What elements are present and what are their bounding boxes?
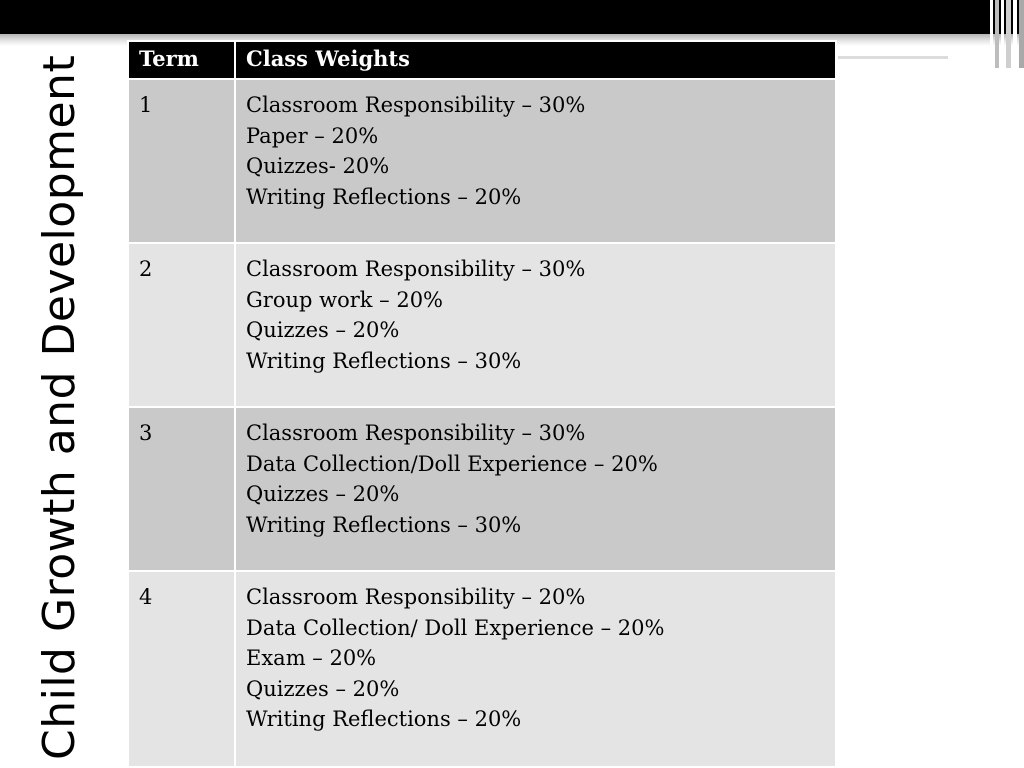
weight-item: Data Collection/Doll Experience – 20% [246, 451, 658, 476]
table-row [128, 243, 836, 407]
header-class-weights: Class Weights [235, 41, 836, 79]
term-cell: 2 [128, 243, 235, 407]
weight-item: Classroom Responsibility – 30% [246, 421, 586, 445]
term-cell: 1 [128, 79, 235, 243]
weight-item: Quizzes – 20% [246, 676, 400, 701]
decorative-line [838, 56, 948, 59]
table-header-row [128, 41, 836, 79]
table-row [128, 79, 836, 243]
weight-item: Writing Reflections – 20% [246, 707, 522, 731]
class-weights-table [127, 40, 837, 768]
weight-item: Classroom Responsibility – 30% [246, 257, 586, 281]
weights-cell [235, 407, 836, 571]
weight-item: Paper – 20% [246, 123, 379, 148]
weight-item: Classroom Responsibility – 20% [246, 585, 586, 609]
header-term: Term [128, 41, 235, 79]
weight-item: Quizzes- 20% [246, 154, 390, 178]
weight-item: Quizzes – 20% [246, 318, 400, 342]
weight-item: Exam – 20% [246, 646, 377, 670]
slide-title: Child Growth and Development [34, 54, 85, 760]
weight-item: Data Collection/ Doll Experience – 20% [246, 615, 665, 640]
weight-item: Writing Reflections – 30% [246, 348, 522, 373]
term-cell: 4 [128, 571, 235, 767]
weight-item: Group work – 20% [246, 287, 444, 312]
header-band [0, 0, 1024, 34]
weights-cell [235, 571, 836, 767]
table-row [128, 407, 836, 571]
weights-cell [235, 243, 836, 407]
weight-item: Classroom Responsibility – 30% [246, 93, 586, 117]
weight-item: Writing Reflections – 20% [246, 184, 522, 209]
weight-item: Quizzes – 20% [246, 482, 400, 506]
weights-cell [235, 79, 836, 243]
weight-item: Writing Reflections – 30% [246, 512, 522, 537]
table-row [128, 571, 836, 767]
term-cell: 3 [128, 407, 235, 571]
decorative-stripes [990, 0, 1024, 68]
